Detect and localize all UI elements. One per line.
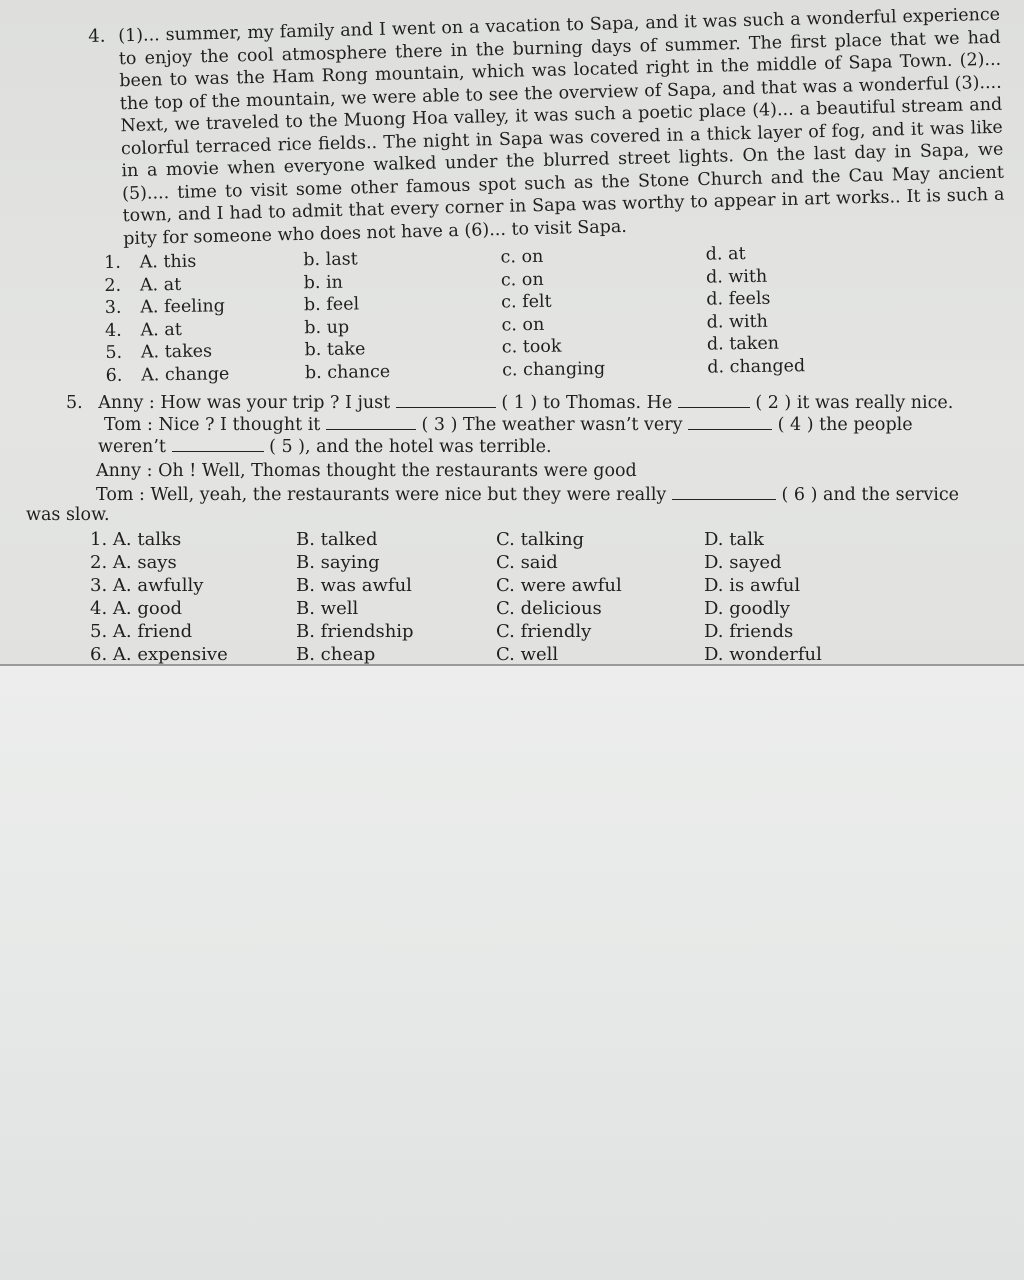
option-a: A. this	[139, 251, 197, 273]
option-row	[90, 643, 844, 666]
option-c: c. on	[500, 269, 544, 290]
option-d: D. sayed	[704, 552, 782, 573]
option-row	[90, 528, 844, 551]
exercise-5-options	[90, 528, 844, 666]
option-row	[90, 574, 844, 597]
option-a: A. takes	[140, 341, 213, 363]
option-d: d. with	[705, 266, 768, 288]
dialogue-text: Anny : How was your trip ? I just	[98, 393, 391, 413]
exercise-4	[88, 4, 1005, 251]
option-a: A. feeling	[140, 296, 226, 318]
option-c: c. felt	[501, 291, 552, 313]
option-b: B. was awful	[296, 575, 412, 596]
option-a: A. at	[140, 319, 182, 340]
option-c: C. friendly	[496, 621, 592, 642]
exercise-4-number: 4.	[88, 25, 106, 47]
option-a: 6. A. expensive	[90, 644, 228, 665]
exercise-5-number: 5.	[66, 393, 83, 413]
option-c: c. on	[500, 246, 544, 268]
option-c: C. talking	[496, 529, 585, 550]
dialogue-text: ( 2 ) it was really nice.	[755, 393, 954, 413]
option-d: d. feels	[706, 288, 771, 310]
option-number: 2.	[104, 275, 122, 296]
option-d: D. talk	[704, 529, 764, 550]
option-a: 3. A. awfully	[90, 575, 204, 596]
option-d: d. taken	[706, 333, 780, 355]
dialogue-line-3	[98, 436, 552, 458]
option-c: c. on	[501, 314, 545, 335]
option-row	[90, 551, 844, 574]
answer-blank[interactable]	[172, 437, 264, 452]
answer-blank[interactable]	[326, 415, 416, 430]
dialogue-text: ( 1 ) to Thomas. He	[501, 393, 673, 413]
option-number: 1.	[104, 252, 121, 273]
dialogue-text: Tom : Well, yeah, the restaurants were nice but they were really	[96, 485, 667, 505]
option-d: d. changed	[707, 355, 806, 378]
answer-blank[interactable]	[678, 393, 750, 408]
option-row	[90, 620, 844, 643]
dialogue-text: Tom : Nice ? I thought it	[104, 415, 321, 435]
option-number: 6.	[105, 365, 123, 386]
option-d: d. at	[705, 244, 746, 265]
dialogue-text: ( 4 ) the people	[777, 415, 913, 435]
option-b: B. well	[296, 598, 359, 619]
option-b: b. feel	[303, 294, 360, 316]
option-b: b. last	[303, 249, 358, 271]
answer-blank[interactable]	[396, 393, 496, 408]
dialogue-text: ( 6 ) and the service	[781, 485, 959, 505]
dialogue-text: Anny : Oh ! Well, Thomas thought the restaurants were good	[96, 461, 637, 481]
exercise-4-options	[104, 242, 826, 387]
option-number: 5.	[105, 342, 123, 363]
dialogue-line-6	[26, 504, 110, 526]
option-c: c. changing	[502, 358, 606, 380]
option-b: B. saying	[296, 552, 380, 573]
option-b: b. up	[304, 317, 350, 338]
dialogue-line-1	[66, 392, 953, 414]
option-d: D. friends	[704, 621, 794, 642]
option-d: D. wonderful	[704, 644, 822, 665]
option-d: d. with	[706, 311, 769, 333]
option-a: A. at	[139, 274, 182, 296]
exercise-4-passage: (1)... summer, my family and I went on a vacation to Sapa, and it was such a wonderful experience to enjoy the cool atmosphere there in the burning days of summer. The first place that we had been to was the Ham Rong mountain, which was located right in the middle of Sapa Town. (2)... the top of the mountain, we were able to see the overview of Sapa, and that was a wonderful (3).... Next, we traveled to the Muong Hoa valley, it was such a poetic place (4)... a beautiful stream and colorful terraced rice fields.. The night in Sapa was covered in a thick layer of fog, and it was like in a movie when everyone walked under the blurred street lights. On the last day in Sapa, we (5).... time to visit some other famous spot such as the Stone Church and the Cau May ancient town, and I had to admit that every corner in Sapa was worthy to appear in art works.. It is such a pity for someone who does not have a (6)... to visit Sapa.	[118, 4, 1005, 249]
option-number: 3.	[104, 297, 122, 318]
option-d: D. goodly	[704, 598, 790, 619]
dialogue-line-5	[96, 484, 959, 506]
option-d: D. is awful	[704, 575, 801, 596]
option-a: 4. A. good	[90, 598, 183, 619]
dialogue-text: was slow.	[26, 505, 110, 525]
option-a: 5. A. friend	[90, 621, 193, 642]
option-b: B. friendship	[296, 621, 414, 642]
option-a: 1. A. talks	[90, 529, 182, 550]
option-b: b. chance	[304, 361, 391, 383]
option-b: B. talked	[296, 529, 378, 550]
dialogue-text: ( 5 ), and the hotel was terrible.	[269, 437, 552, 457]
dialogue-line-2	[104, 414, 913, 436]
answer-blank[interactable]	[688, 415, 772, 430]
option-c: C. were awful	[496, 575, 622, 596]
option-c: C. said	[496, 552, 558, 573]
dialogue-line-4	[96, 460, 637, 482]
option-c: c. took	[501, 336, 562, 358]
option-b: B. cheap	[296, 644, 376, 665]
dialogue-text: weren’t	[98, 437, 166, 457]
dialogue-text: ( 3 ) The weather wasn’t very	[421, 415, 683, 435]
blank-paper-area	[0, 666, 1024, 1280]
answer-blank[interactable]	[672, 485, 776, 500]
option-b: b. take	[304, 339, 366, 361]
option-c: C. delicious	[496, 598, 602, 619]
option-c: C. well	[496, 644, 559, 665]
option-number: 4.	[104, 320, 122, 341]
option-b: b. in	[303, 272, 344, 293]
option-a: A. change	[141, 363, 230, 385]
option-row	[90, 597, 844, 620]
option-a: 2. A. says	[90, 552, 177, 573]
